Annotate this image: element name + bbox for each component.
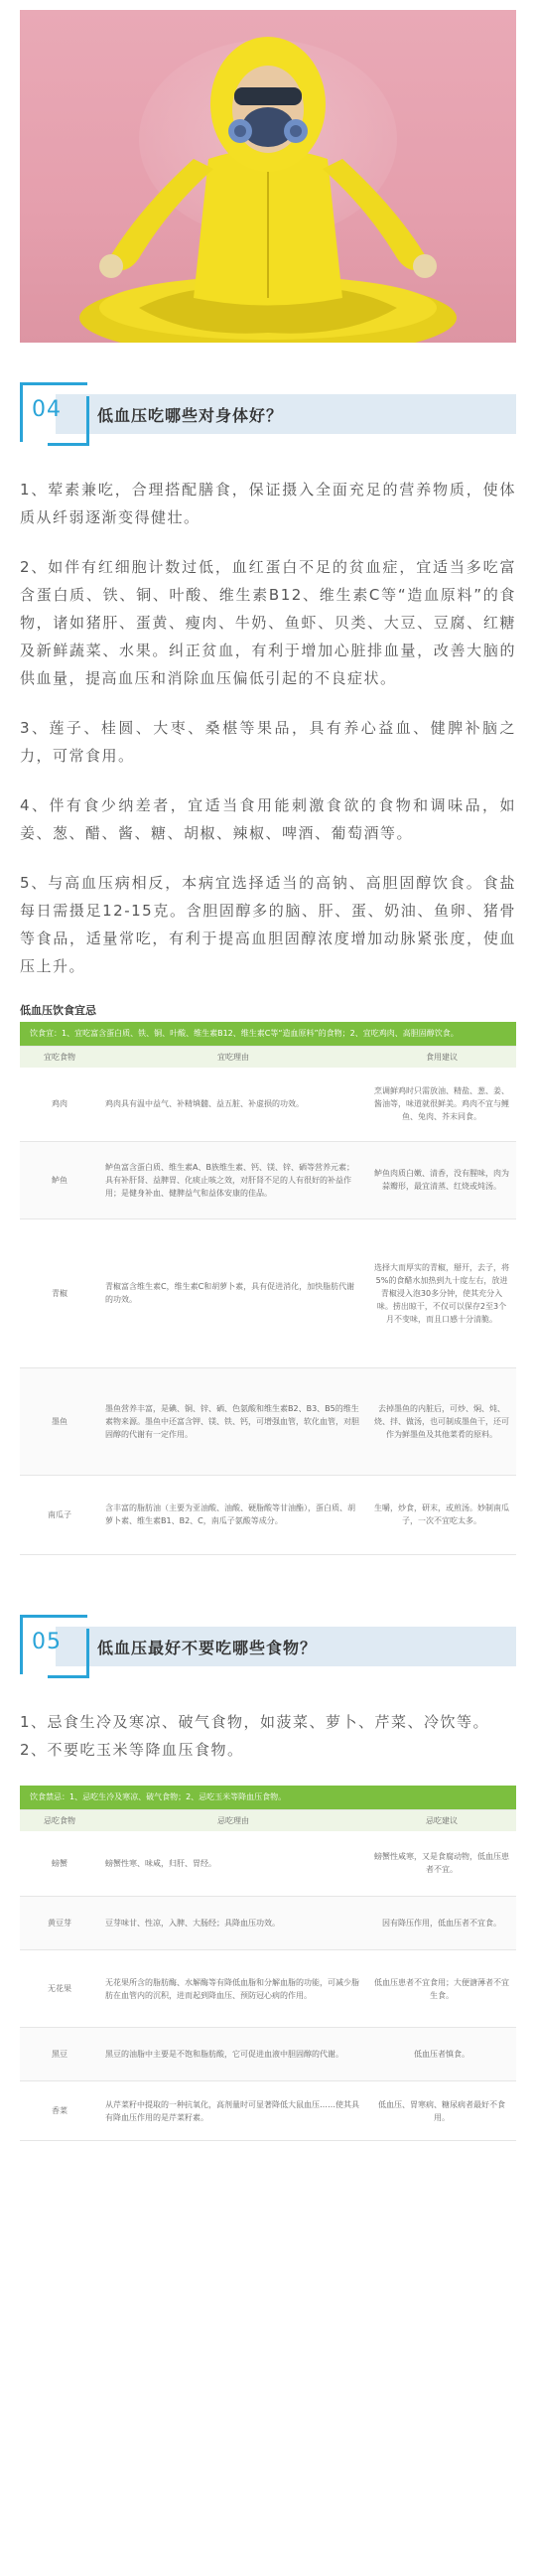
food-reason: 青椒富含维生素C，维生素C和胡萝卜素，具有促进消化，加快脂肪代谢的功效。 <box>99 1218 367 1367</box>
food-advice: 鲈鱼肉质白嫩、清香，没有腥味，肉为蒜瓣形，最宜清蒸、红烧或炖汤。 <box>367 1141 516 1218</box>
recommended-foods-table <box>20 1022 516 1555</box>
food-advice: 生嚼，炒食，研末，或煎汤。妙制南瓜子，一次不宜吃太多。 <box>367 1475 516 1554</box>
food-name: 墨鱼 <box>20 1367 99 1475</box>
table-row <box>20 1897 516 1950</box>
food-advice: 去掉墨鱼的内脏后，可炒、焖、炖、烧、拌、做汤，也可制成墨鱼干，还可作为鲜墨鱼及其他菜肴的原料。 <box>367 1367 516 1475</box>
food-advice: 低血压、胃寒病、糖尿病者最好不食用。 <box>367 2081 516 2141</box>
table-row <box>20 1141 516 1218</box>
food-name: 鲈鱼 <box>20 1141 99 1218</box>
hero-image <box>20 10 516 343</box>
table-row <box>20 1367 516 1475</box>
food-name: 青椒 <box>20 1218 99 1367</box>
paragraph: 2、如伴有红细胞计数过低，血红蛋白不足的贫血症，宜适当多吃富含蛋白质、铁、铜、叶酸、维生素B12、维生素C等“造血原料”的食物，诸如猪肝、蛋黄、瘦肉、牛奶、鱼虾、贝类、大豆、豆腐、红糖及新鲜蔬菜、水果。纠正贫血，有利于增加心脏排血量，改善大脑的供血量，提高血压和消除血压偏低引起的不良症状。 <box>20 558 516 687</box>
food-advice: 螃蟹性咸寒，又是食腐动物，低血压患者不宜。 <box>367 1831 516 1897</box>
section-04-header <box>20 382 516 446</box>
food-advice: 低血压患者不宜食用；大便溏薄者不宜生食。 <box>367 1950 516 2028</box>
food-name: 香菜 <box>20 2081 99 2141</box>
food-reason: 含丰富的脂肪油（主要为亚油酸、油酸、硬脂酸等甘油酯），蛋白质、胡萝卜素、维生素B1、B2、C，南瓜子氨酸等成分。 <box>99 1475 367 1554</box>
table-row <box>20 1950 516 2028</box>
food-reason: 无花果所含的脂肪酶、水解酶等有降低血脂和分解血脂的功能，可减少脂肪在血管内的沉积，进而起到降血压、预防冠心病的作用。 <box>99 1950 367 2028</box>
food-advice: 低血压者慎食。 <box>367 2028 516 2081</box>
table-row <box>20 1831 516 1897</box>
paragraph: 5、与高血压病相反，本病宜选择适当的高钠、高胆固醇饮食。食盐每日需摄足12-15克。含胆固醇多的脑、肝、蛋、奶油、鱼卵、猪骨等食品，适量常吃，有利于提高血胆固醇浓度增加动脉紧张度，使血压上升。 <box>20 874 516 975</box>
table-caption-row <box>20 1786 516 1810</box>
food-advice: 烹调鲜鸡时只需放油、精盐、葱、姜、酱油等，味道就很鲜美。鸡肉不宜与鲤鱼、兔肉、芥末同食。 <box>367 1068 516 1141</box>
food-reason: 黑豆的油脂中主要是不饱和脂肪酸，它可促进血液中胆固醇的代谢。 <box>99 2028 367 2081</box>
section-05-body <box>20 1708 516 1764</box>
paragraph: 4、伴有食少纳差者，宜适当食用能刺激食欲的食物和调味品，如姜、葱、醋、酱、糖、胡椒、辣椒、啤酒、葡萄酒等。 <box>20 796 516 842</box>
diet-table-title: 低血压饮食宜忌 <box>20 1004 96 1017</box>
food-name: 无花果 <box>20 1950 99 2028</box>
table-row <box>20 1218 516 1367</box>
table-row <box>20 1068 516 1141</box>
avoid-foods-table <box>20 1786 516 2142</box>
column-header: 忌吃食物 <box>20 1809 99 1831</box>
column-header: 宜吃食物 <box>20 1047 99 1069</box>
food-advice: 选择大而厚实的青椒，掰开，去子，将5%的食醋水加热到九十度左右，放进青椒浸入泡30多分钟，使其充分入味。捞出晾干，不仅可以保存2至3个月不变味，而且口感十分清脆。 <box>367 1218 516 1367</box>
food-name: 黑豆 <box>20 2028 99 2081</box>
column-header: 宜吃理由 <box>99 1047 367 1069</box>
table-header-row <box>20 1047 516 1069</box>
table-caption: 饮食禁忌：1、忌吃生冷及寒凉、破气食物；2、忌吃玉米等降血压食物。 <box>20 1786 516 1810</box>
food-advice: 因有降压作用，低血压者不宜食。 <box>367 1897 516 1950</box>
article <box>0 10 536 2181</box>
food-reason: 从芹菜籽中提取的一种抗氧化，高剂量时可显著降低大鼠血压……使其具有降血压作用的是芹菜籽素。 <box>99 2081 367 2141</box>
food-name: 黄豆芽 <box>20 1897 99 1950</box>
paragraph: 1、忌食生冷及寒凉、破气食物，如菠菜、萝卜、芹菜、冷饮等。 <box>20 1712 490 1731</box>
paragraph: 3、莲子、桂圆、大枣、桑椹等果品，具有养心益血、健脾补脑之力，可常食用。 <box>20 719 516 765</box>
food-name: 螃蟹 <box>20 1831 99 1897</box>
hazmat-person-illustration <box>20 10 516 343</box>
table-row <box>20 1475 516 1554</box>
food-reason: 墨鱼营养丰富，是碘、铜、锌、硒、色氨酸和维生素B2、B3、B5的维生素物来源。墨鱼中还富含钾、镁、铁、钙，可增强血管，软化血管，对胆固醇的代谢有一定作用。 <box>99 1367 367 1475</box>
food-name: 鸡肉 <box>20 1068 99 1141</box>
table-row <box>20 2028 516 2081</box>
section-title: 低血压吃哪些对身体好？ <box>97 406 284 425</box>
column-header: 食用建议 <box>367 1047 516 1069</box>
table-header-row <box>20 1809 516 1831</box>
section-number: 04 <box>32 397 62 422</box>
column-header: 忌吃理由 <box>99 1809 367 1831</box>
section-04-body <box>20 476 516 980</box>
food-reason: 螃蟹性寒、味咸，归肝、胃经。 <box>99 1831 367 1897</box>
food-reason: 鸡肉具有温中益气、补精填髓、益五脏、补虚损的功效。 <box>99 1068 367 1141</box>
table-row <box>20 2081 516 2141</box>
table-caption-row <box>20 1022 516 1047</box>
paragraph: 2、不要吃玉米等降血压食物。 <box>20 1740 244 1759</box>
section-title: 低血压最好不要吃哪些食物？ <box>97 1638 318 1657</box>
table-caption: 饮食宜：1、宜吃富含蛋白质、铁、铜、叶酸、维生素B12、维生素C等“造血原料”的食物；2、宜吃鸡肉、高胆固醇饮食。 <box>20 1022 516 1047</box>
section-number: 05 <box>32 1629 62 1654</box>
food-reason: 豆芽味甘、性凉，入脾、大肠经；具降血压功效。 <box>99 1897 367 1950</box>
paragraph: 1、荤素兼吃，合理搭配膳食，保证摄入全面充足的营养物质，使体质从纤弱逐渐变得健壮。 <box>20 481 516 526</box>
food-reason: 鲈鱼富含蛋白质、维生素A、B族维生素、钙、镁、锌、硒等营养元素；具有补肝肾、益脾胃、化痰止咳之效，对肝肾不足的人有很好的补益作用；是健身补血、健脾益气和益体安康的佳品。 <box>99 1141 367 1218</box>
section-05-header <box>20 1615 516 1678</box>
food-name: 南瓜子 <box>20 1475 99 1554</box>
column-header: 忌吃建议 <box>367 1809 516 1831</box>
